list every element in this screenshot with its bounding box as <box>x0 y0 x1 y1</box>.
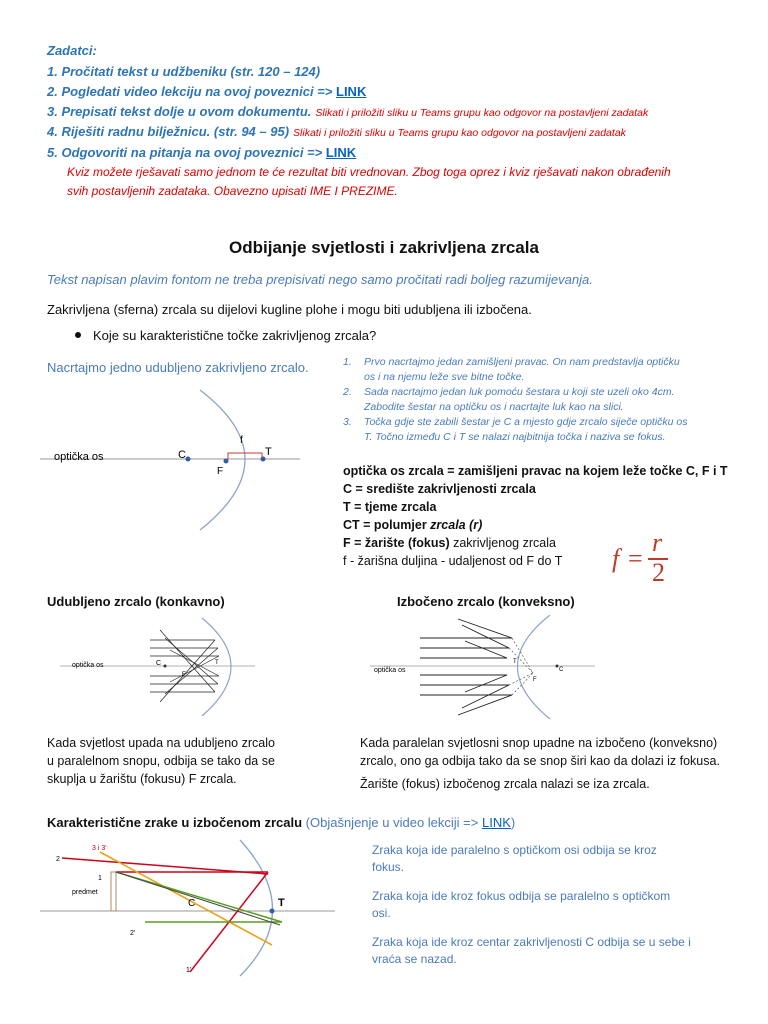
step-2 <box>343 385 743 415</box>
concave-label-t: T <box>215 660 219 666</box>
label-1p: 1' <box>186 967 192 974</box>
convex-mirror-diagram <box>370 615 600 725</box>
axis-label: optička os <box>54 451 104 463</box>
page-title: Odbijanje svjetlosti i zakrivljena zrcala <box>229 238 539 257</box>
label-1: 1 <box>98 875 102 882</box>
ray-rule-2-l1: Zraka koja ide kroz fokus odbija se paralelno s optičkom <box>372 889 671 903</box>
step-2-line-1: Sada nacrtajmo jedan luk pomoću šestara u koji ste uzeli oko 4cm. <box>364 386 675 398</box>
convex-arc <box>518 615 551 719</box>
concave-mirror-diagram <box>60 612 260 722</box>
task-4-note: Slikati i priložiti sliku u Teams grupu kao odgovor na postavljeni zadatak <box>293 127 626 139</box>
concave-title: Udubljeno zrcalo (konkavno) <box>47 594 225 609</box>
convex-dashed-extensions <box>509 638 533 695</box>
ray-rule-1-l2: fokus. <box>372 860 405 874</box>
intro-blue-note: Tekst napisan plavim fontom ne treba prepisivati nego samo pročitati radi boljeg razumijevanja. <box>47 272 593 287</box>
quiz-warning-2: svih postavljenih zadataka. Obavezno upisati IME I PREZIME. <box>67 184 398 198</box>
def-f-a: F = žarište (fokus) <box>343 536 450 550</box>
def-t: T = tjeme zrcala <box>343 500 437 514</box>
step-3 <box>343 415 743 445</box>
step-3-num: 3. <box>343 416 352 428</box>
concave-point-c <box>164 665 167 668</box>
def-f <box>343 534 728 552</box>
convex-label-t: T <box>513 659 517 665</box>
label-object: predmet <box>72 889 98 896</box>
concave-axis-label: optička os <box>72 662 104 669</box>
rays-heading-paren-a: (Objašnjenje u video lekciji => <box>302 815 482 830</box>
step-1 <box>343 355 743 385</box>
label-2p: 2' <box>130 930 136 937</box>
convex-exp-1: Kada paralelan svjetlosni snop upadne na izbočeno (konveksno) <box>360 736 718 750</box>
mirror-construction-diagram <box>40 380 340 540</box>
label-2: 2 <box>56 856 60 863</box>
label-c: C <box>178 449 186 461</box>
def-ct-a: CT = polumjer <box>343 518 431 532</box>
video-lesson-link[interactable]: LINK <box>336 84 367 99</box>
concave-exp-3: skuplja u žarištu (fokusu) F zrcala. <box>47 772 237 786</box>
rays-point-t <box>270 909 275 914</box>
task-2 <box>47 84 366 99</box>
rays-heading <box>47 815 515 830</box>
def-ct <box>343 516 728 534</box>
def-ct-b: zrcala (r) <box>430 518 483 532</box>
task-1: 1. Pročitati tekst u udžbeniku (str. 120 – 124) <box>47 64 321 79</box>
steps-list <box>343 355 743 445</box>
step-2-line-2: Zabodite šestar na optičku os i nacrtajte luk kao na slici. <box>364 401 624 413</box>
ray-rule-2 <box>372 888 691 922</box>
definitions <box>343 462 728 570</box>
step-3-line-1: Točka gdje ste zabili šestar je C a mjesto gdje zrcalo siječe optičku os <box>364 416 688 428</box>
step-3-line-2: T. Točno između C i T se nalazi najbitnija točka i naziva se fokus. <box>364 431 666 443</box>
task-5 <box>47 145 356 160</box>
rays-mirror-arc <box>240 840 273 976</box>
formula-eq: = <box>628 544 643 573</box>
point-f <box>224 459 229 464</box>
formula-den: 2 <box>652 558 665 587</box>
concave-label-c: C <box>156 660 162 667</box>
task-5-text: 5. Odgovoriti na pitanja na ovoj poveznici => <box>47 145 323 160</box>
rays-label-t: T <box>278 897 285 909</box>
rays-label-c: C <box>188 898 196 909</box>
task-3-note: Slikati i priložiti sliku u Teams grupu kao odgovor na postavljeni zadatak <box>315 107 649 119</box>
def-c: C = središte zakrivljenosti zrcala <box>343 482 536 496</box>
rays-video-link[interactable]: LINK <box>481 815 511 830</box>
concave-arc <box>202 618 231 716</box>
label-t: T <box>265 446 272 458</box>
point-c <box>186 457 191 462</box>
def-optical-axis: optička os zrcala = zamišljeni pravac na kojem leže točke C, F i T <box>343 464 728 478</box>
convex-rays-diagram <box>40 838 340 978</box>
convex-focus-note: Žarište (fokus) izbočenog zrcala nalazi se iza zrcala. <box>360 777 650 791</box>
ray-rules <box>372 842 691 968</box>
concave-mirror-arc <box>200 390 245 530</box>
ray-orange <box>100 852 272 945</box>
concave-exp-1: Kada svjetlost upada na udubljeno zrcalo <box>47 736 275 750</box>
step-1-line-2: os i na njemu leže sve bitne točke. <box>364 371 525 383</box>
def-f-b: zakrivljenog zrcala <box>449 536 556 550</box>
concave-label-f: F <box>182 672 186 678</box>
tasks-heading: Zadatci: <box>47 43 97 58</box>
ray-green-incident <box>116 872 282 922</box>
formula-num: r <box>652 528 663 557</box>
convex-axis-label: optička os <box>374 667 406 674</box>
ray-rule-3 <box>372 934 691 968</box>
task-3-text: 3. Prepisati tekst dolje u ovom dokumentu. <box>47 104 312 119</box>
ray-rule-2-l2: osi. <box>372 906 391 920</box>
task-2-text: 2. Pogledati video lekciju na ovoj poveznici => <box>47 84 333 99</box>
task-3 <box>47 104 648 119</box>
task-4 <box>47 124 626 139</box>
ray-rule-3-l1: Zraka koja ide kroz centar zakrivljenosti C odbija se u sebe i <box>372 935 691 949</box>
convex-explanation <box>360 734 720 770</box>
ray-rule-1-l1: Zraka koja ide paralelno s optičkom osi odbija se kroz <box>372 843 657 857</box>
bullet-dot <box>75 332 81 338</box>
rays-heading-paren-b: ) <box>510 815 516 830</box>
rays-heading-bold: Karakteristične zrake u izbočenom zrcalu <box>47 815 303 830</box>
concave-exp-2: u paralelnom snopu, odbija se tako da se <box>47 754 275 768</box>
concave-explanation <box>47 734 275 788</box>
object-arrow <box>111 872 116 911</box>
label-3-and-3p: 3 i 3' <box>92 845 107 852</box>
intro-text: Zakrivljena (sferna) zrcala su dijelovi kugline plohe i mogu biti udubljena ili izbočena. <box>47 302 532 317</box>
def-focal-length: f - žarišna duljina - udaljenost od F do T <box>343 554 563 568</box>
step-1-num: 1. <box>343 356 352 368</box>
bullet-question: Koje su karakteristične točke zakrivljenog zrcala? <box>93 328 377 343</box>
formula-lhs: f <box>612 544 620 573</box>
label-f-point: F <box>217 466 224 477</box>
quiz-link[interactable]: LINK <box>325 145 357 160</box>
quiz-warning-1: Kviz možete rješavati samo jednom te će rezultat biti vrednovan. Zbog toga oprez i kviz rješavati nakon obrađenih <box>67 165 671 179</box>
task-4-text: 4. Riješiti radnu bilježnicu. (str. 94 – 95) <box>47 124 290 139</box>
label-f-length: f <box>240 435 243 446</box>
convex-label-c: C <box>559 667 564 673</box>
convex-title: Izbočeno zrcalo (konveksno) <box>397 594 575 609</box>
ray-rule-1 <box>372 842 691 876</box>
convex-exp-2: zrcalo, ono ga odbija tako da se snop širi kao da dolazi iz fokusa. <box>360 754 720 768</box>
step-2-num: 2. <box>343 386 352 398</box>
convex-label-f: F <box>533 677 537 683</box>
ray-rule-3-l2: vraća se nazad. <box>372 952 457 966</box>
convex-rays <box>420 619 512 715</box>
ray-dark <box>116 872 280 925</box>
step-1-line-1: Prvo nacrtajmo jedan zamišljeni pravac. On nam predstavlja optičku <box>364 356 680 368</box>
draw-instruction: Nacrtajmo jedno udubljeno zakrivljeno zrcalo. <box>47 360 309 375</box>
